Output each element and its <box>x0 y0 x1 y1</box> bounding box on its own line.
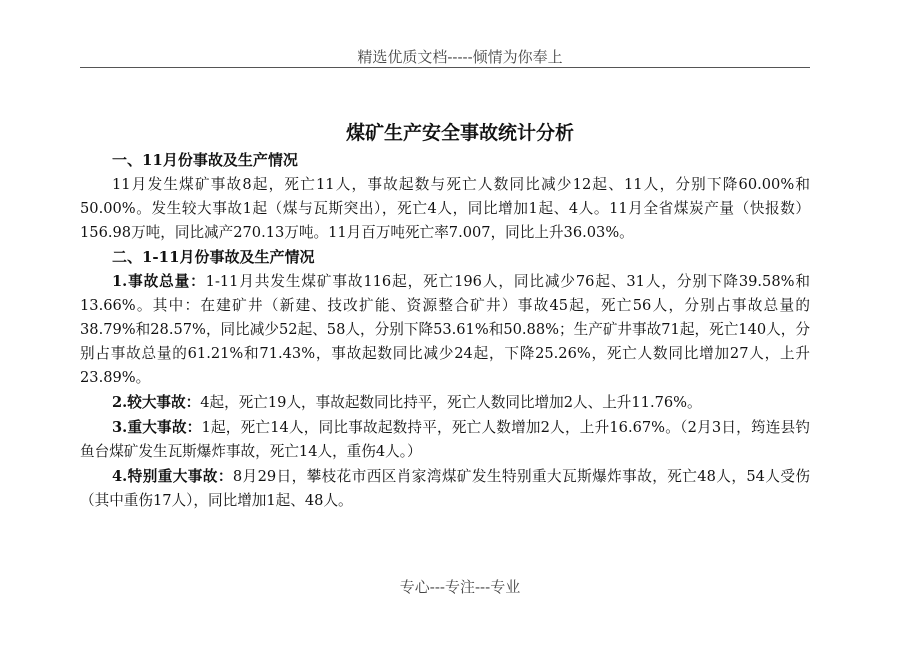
header-divider <box>80 67 810 68</box>
major-accidents-text: 4起，死亡19人，事故起数同比持平，死亡人数同比增加2人、上升11.76%。 <box>200 394 702 411</box>
total-accidents-lead: 1.事故总量： <box>112 273 206 290</box>
document-body <box>80 148 810 513</box>
section-1-paragraph: 11月发生煤矿事故8起，死亡11人，事故起数与死亡人数同比减少12起、11人，分别下降60.00%和50.00%。发生较大事故1起（煤与瓦斯突出），死亡4人，同比增加1起、4人。11月全省煤炭产量（快报数）156.98万吨，同比减产270.13万吨。11月百万吨死亡率7.007，同比上升36.03%。 <box>80 176 810 241</box>
extraordinary-accidents-text: 8月29日，攀枝花市西区肖家湾煤矿发生特别重大瓦斯爆炸事故，死亡48人，54人受伤（其中重伤17人），同比增加1起、48人。 <box>80 468 810 509</box>
page-header: 精选优质文档-----倾情为你奉上 <box>357 48 563 66</box>
serious-accidents-text: 1起，死亡14人，同比事故起数持平，死亡人数增加2人，上升16.67%。（2月3日，筠连县钓鱼台煤矿发生瓦斯爆炸事故，死亡14人，重伤4人。） <box>80 419 810 460</box>
major-accidents-paragraph <box>80 391 810 415</box>
document-title: 煤矿生产安全事故统计分析 <box>345 122 574 144</box>
page-footer: 专心---专注---专业 <box>399 578 521 596</box>
total-accidents-paragraph <box>80 270 810 390</box>
total-accidents-text: 1-11月共发生煤矿事故116起，死亡196人，同比减少76起、31人，分别下降39.58%和13.66%。其中：在建矿井（新建、技改扩能、资源整合矿井）事故45起，死亡56人，分别占事故总量的38.79%和28.57%，同比减少52起、58人，分别下降53.61%和50.88%；生产矿井事故71起，死亡140人，分别占事故总量的61.21%和71.43%，事故起数同比减少24起，下降25.26%，死亡人数同比增加27人，上升23.89%。 <box>80 273 810 386</box>
extraordinary-accidents-paragraph <box>80 465 810 513</box>
serious-accidents-paragraph <box>80 416 810 464</box>
serious-accidents-lead: 3.重大事故： <box>112 419 202 436</box>
section-2-heading: 二、1-11月份事故及生产情况 <box>112 248 315 266</box>
major-accidents-lead: 2.较大事故： <box>112 394 201 411</box>
extraordinary-accidents-lead: 4.特别重大事故： <box>112 468 233 485</box>
section-1-heading: 一、11月份事故及生产情况 <box>112 151 298 169</box>
